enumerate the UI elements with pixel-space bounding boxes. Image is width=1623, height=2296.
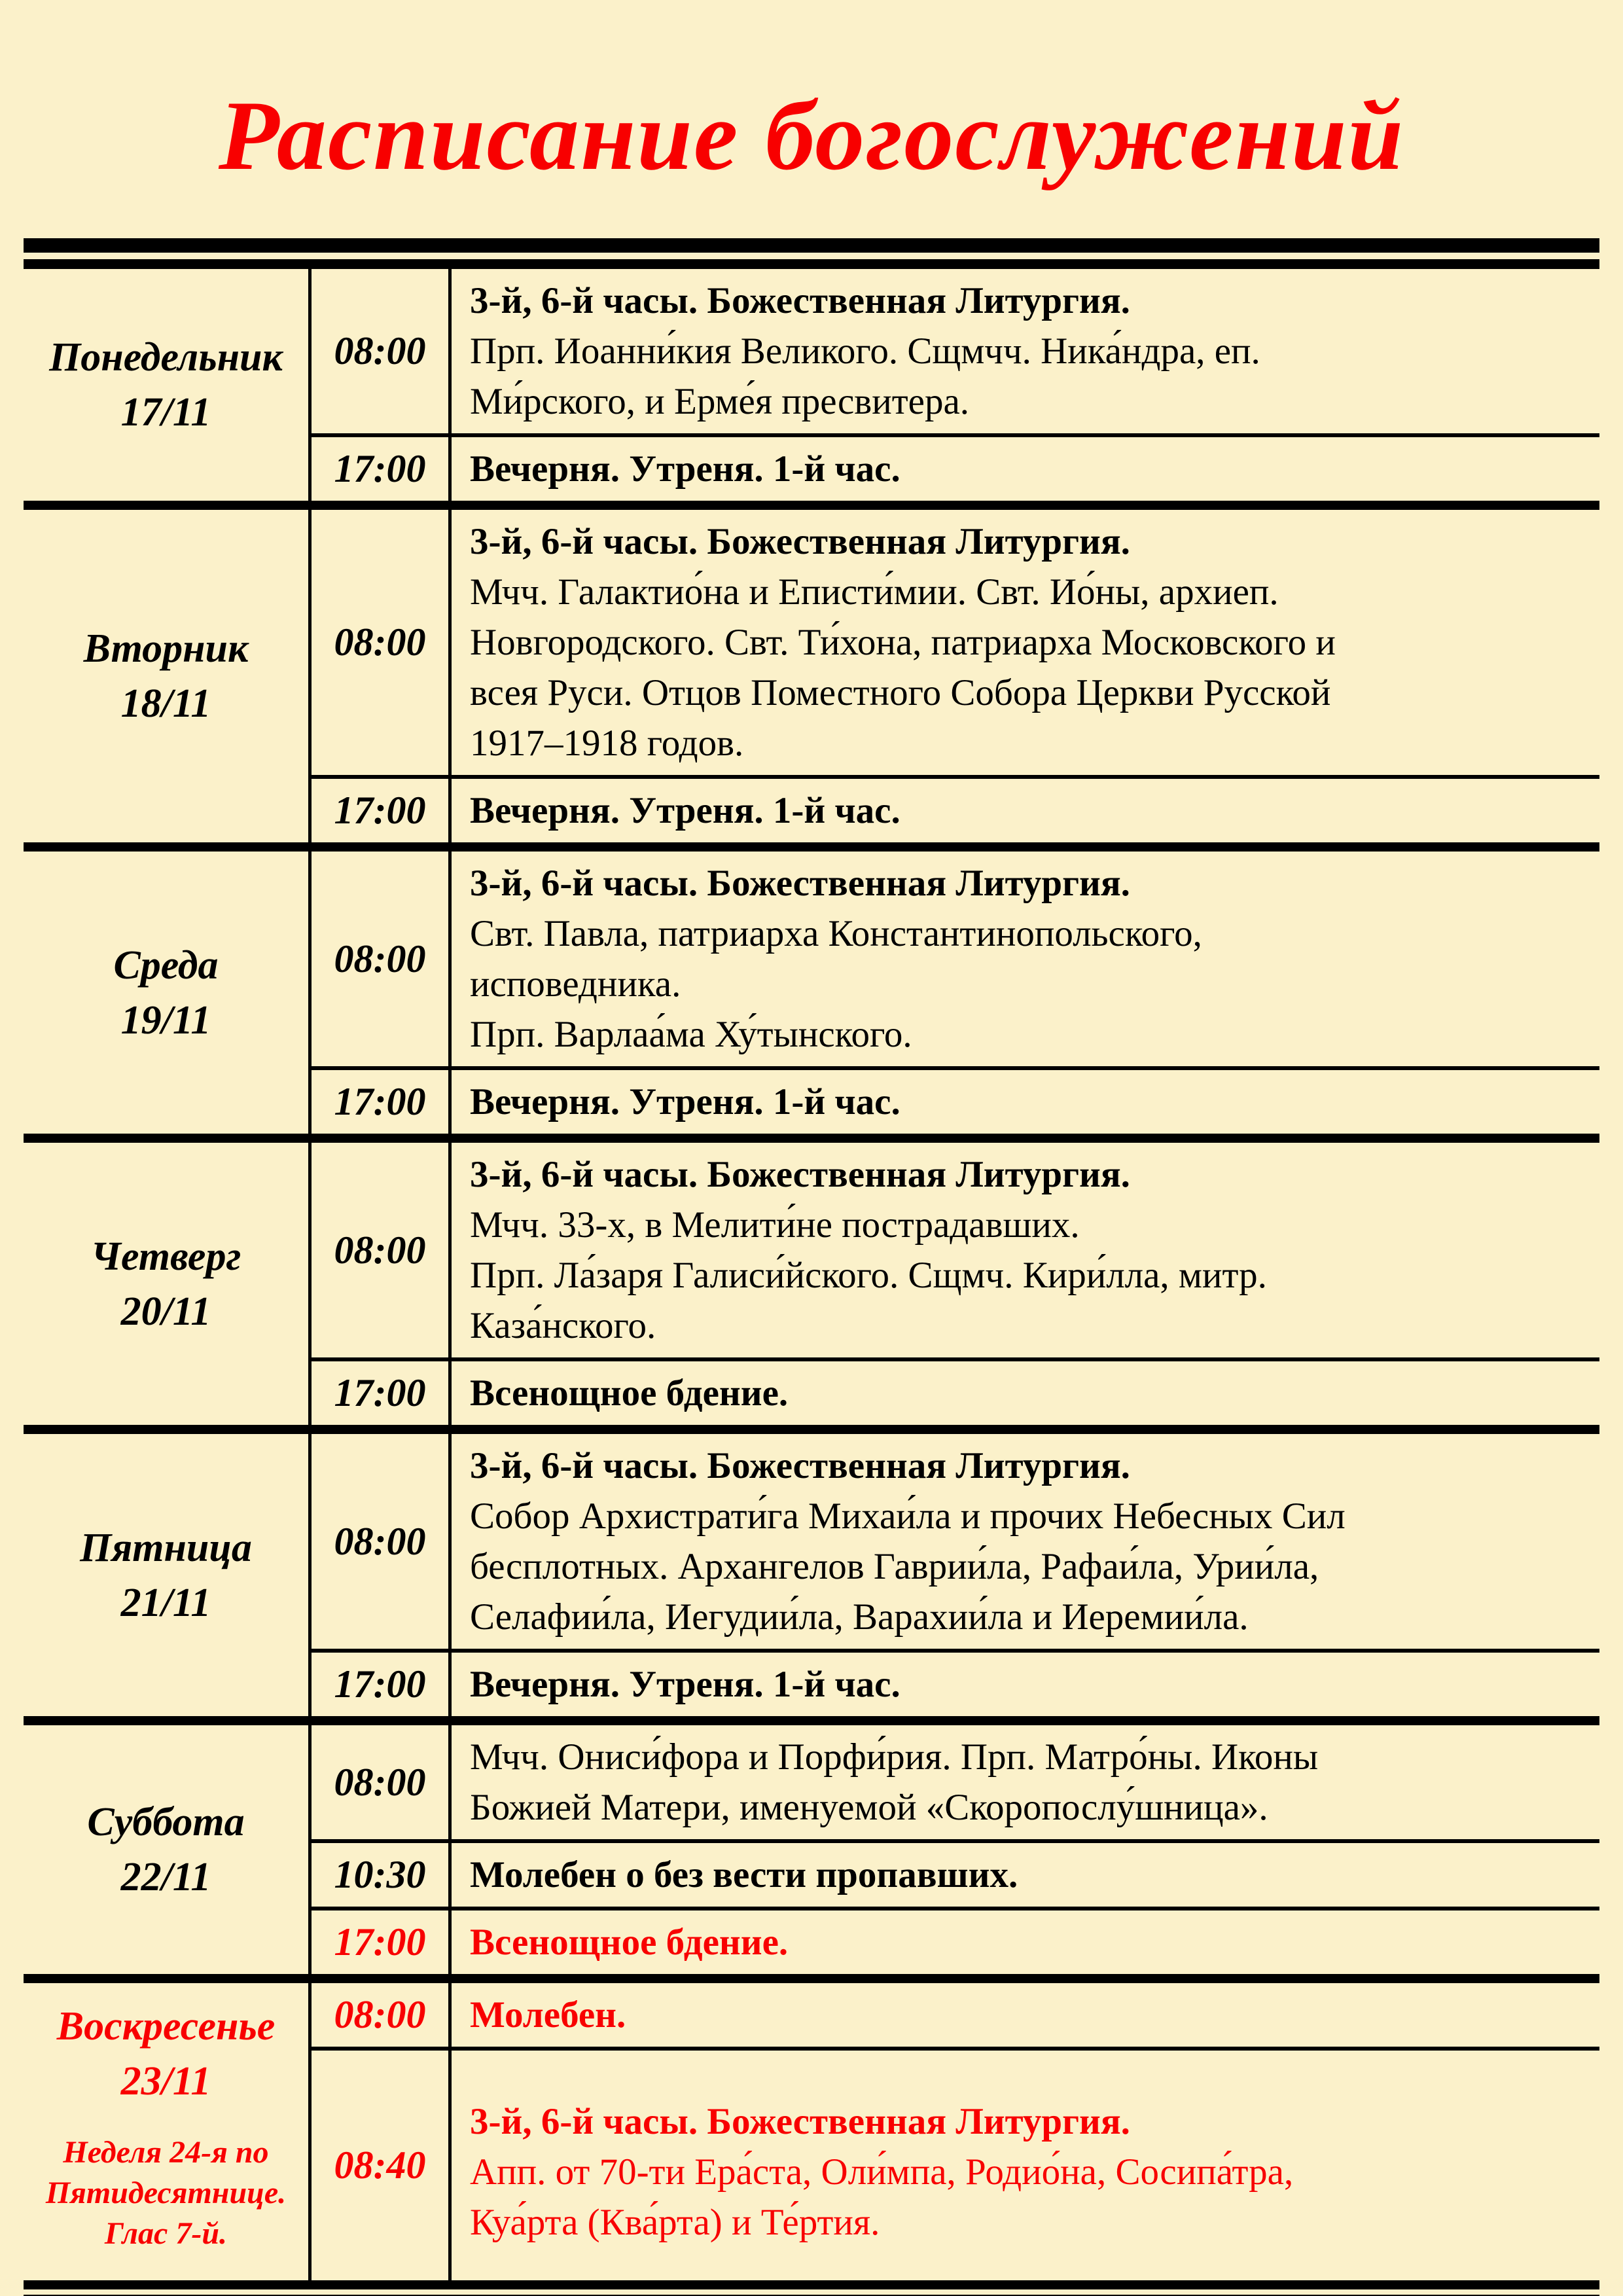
page-title: Расписание богослужений xyxy=(218,81,1405,190)
service-header: 3-й, 6-й часы. Божественная Литургия. xyxy=(470,863,1130,904)
block-separator xyxy=(24,501,1599,510)
day-block-saturday xyxy=(24,1725,1599,1974)
day-cell xyxy=(24,852,312,1134)
day-date: 22/11 xyxy=(120,1855,211,1899)
service-desc xyxy=(452,2047,1599,2280)
service-line: Прп. Варлаа́ма Ху́тынского. xyxy=(470,1014,912,1055)
service-time: 08:00 xyxy=(312,510,452,775)
day-date: 20/11 xyxy=(120,1289,211,1334)
service-desc xyxy=(452,1143,1599,1357)
service-line: 1917–1918 годов. xyxy=(470,723,744,764)
service-time: 08:00 xyxy=(312,269,452,433)
block-separator xyxy=(24,1716,1599,1725)
table-bottom-rule-thin xyxy=(24,2280,1599,2289)
service-desc xyxy=(452,852,1599,1066)
service-time: 08:00 xyxy=(312,1725,452,1839)
service-line: бесплотных. Архангелов Гаврии́ла, Рафаи́ла, Урии́ла, xyxy=(470,1546,1319,1587)
block-separator xyxy=(24,842,1599,852)
service-line: Прп. Иоанни́кия Великого. Сщмчч. Ника́ндра, еп. xyxy=(470,331,1260,372)
day-date: 21/11 xyxy=(120,1580,211,1625)
service-header: 3-й, 6-й часы. Божественная Литургия. xyxy=(470,2101,1130,2142)
block-separator xyxy=(24,1974,1599,1983)
table-top-rule-thick xyxy=(24,238,1599,253)
service-line: Мчч. Ониси́фора и Порфи́рия. Прп. Матро́ны. Иконы xyxy=(470,1736,1319,1778)
day-name: Воскресенье xyxy=(56,2004,276,2049)
service-time: 17:00 xyxy=(312,1066,452,1134)
service-line: Всенощное бдение. xyxy=(470,1372,789,1414)
schedule-page xyxy=(0,79,1623,2296)
block-separator xyxy=(24,1425,1599,1434)
day-date: 17/11 xyxy=(120,390,211,435)
service-desc xyxy=(452,433,1599,501)
service-desc xyxy=(452,1066,1599,1134)
service-line: Каза́нского. xyxy=(470,1305,656,1346)
day-cell xyxy=(24,1725,312,1974)
service-line: Мчч. 33-х, в Мелити́не пострадавших. xyxy=(470,1204,1080,1246)
service-desc xyxy=(452,1725,1599,1839)
service-line: Новгородского. Свт. Ти́хона, патриарха Московского и xyxy=(470,622,1336,663)
day-block-friday xyxy=(24,1434,1599,1716)
service-header: 3-й, 6-й часы. Божественная Литургия. xyxy=(470,1445,1130,1486)
service-line: Мчч. Галактио́на и Еписти́мии. Свт. Ио́ны, архиеп. xyxy=(470,571,1279,613)
day-title-group xyxy=(57,1999,276,2109)
service-line: Собор Архистрати́га Михаи́ла и прочих Небесных Сил xyxy=(470,1496,1346,1537)
service-time: 08:00 xyxy=(312,1983,452,2047)
day-note-line: Неделя 24-я по xyxy=(63,2135,269,2170)
day-block-sunday xyxy=(24,1983,1599,2280)
day-date: 19/11 xyxy=(120,997,211,1043)
service-line: Всенощное бдение. xyxy=(470,1922,789,1963)
service-desc xyxy=(452,1907,1599,1974)
service-desc xyxy=(452,1649,1599,1716)
service-line: Вечерня. Утреня. 1-й час. xyxy=(470,1081,901,1122)
service-time: 08:40 xyxy=(312,2047,452,2280)
service-line: Ми́рского, и Ерме́я пресвитера. xyxy=(470,381,969,422)
service-time: 17:00 xyxy=(312,1649,452,1716)
service-time: 17:00 xyxy=(312,1907,452,1974)
service-time: 08:00 xyxy=(312,852,452,1066)
service-desc xyxy=(452,1983,1599,2047)
day-name: Вторник xyxy=(83,626,249,671)
service-line: Куа́рта (Ква́рта) и Те́ртия. xyxy=(470,2202,880,2243)
service-line: Молебен. xyxy=(470,1994,626,2036)
service-header: 3-й, 6-й часы. Божественная Литургия. xyxy=(470,521,1130,562)
service-time: 17:00 xyxy=(312,433,452,501)
day-cell xyxy=(24,510,312,842)
day-note xyxy=(46,2132,286,2254)
day-cell xyxy=(24,1143,312,1425)
service-line: Апп. от 70-ти Ера́ста, Оли́мпа, Родио́на, Сосипа́тра, xyxy=(470,2151,1294,2193)
day-block-tuesday xyxy=(24,510,1599,842)
service-line: всея Руси. Отцов Поместного Собора Церкви Русской xyxy=(470,672,1331,713)
service-time: 17:00 xyxy=(312,1357,452,1425)
service-time: 10:30 xyxy=(312,1839,452,1907)
service-desc xyxy=(452,775,1599,842)
service-line: Свт. Павла, патриарха Константинопольского, xyxy=(470,913,1202,954)
service-line: Вечерня. Утреня. 1-й час. xyxy=(470,1664,901,1705)
service-line: Прп. Ла́заря Галиси́йского. Сщмч. Кири́лла, митр. xyxy=(470,1255,1267,1296)
service-header: 3-й, 6-й часы. Божественная Литургия. xyxy=(470,1154,1130,1195)
day-cell xyxy=(24,1983,312,2280)
service-desc xyxy=(452,1839,1599,1907)
service-header: 3-й, 6-й часы. Божественная Литургия. xyxy=(470,280,1130,321)
day-name: Среда xyxy=(113,942,219,988)
day-cell xyxy=(24,269,312,501)
service-desc xyxy=(452,510,1599,775)
day-name: Суббота xyxy=(87,1800,245,1844)
block-separator xyxy=(24,1134,1599,1143)
schedule-table xyxy=(24,238,1599,2296)
day-block-thursday xyxy=(24,1143,1599,1425)
day-cell xyxy=(24,1434,312,1716)
service-desc xyxy=(452,1434,1599,1649)
day-name: Понедельник xyxy=(49,335,283,380)
service-line: Молебен о без вести пропавших. xyxy=(470,1854,1018,1895)
service-line: Селафии́ла, Иегудии́ла, Варахии́ла и Иеремии́ла. xyxy=(470,1596,1249,1638)
service-line: Вечерня. Утреня. 1-й час. xyxy=(470,790,901,831)
day-date: 23/11 xyxy=(120,2059,211,2104)
service-line: Божией Матери, именуемой «Скоропослу́шница». xyxy=(470,1787,1268,1828)
day-block-wednesday xyxy=(24,852,1599,1134)
day-note-line: Глас 7-й. xyxy=(104,2216,228,2251)
day-name: Четверг xyxy=(90,1234,241,1279)
table-top-rule-thin xyxy=(24,259,1599,269)
day-block-monday xyxy=(24,269,1599,501)
service-time: 17:00 xyxy=(312,775,452,842)
service-desc xyxy=(452,1357,1599,1425)
day-name: Пятница xyxy=(80,1525,252,1570)
day-date: 18/11 xyxy=(120,681,211,726)
service-line: исповедника. xyxy=(470,963,681,1005)
service-desc xyxy=(452,269,1599,433)
service-time: 08:00 xyxy=(312,1143,452,1357)
service-line: Вечерня. Утреня. 1-й час. xyxy=(470,448,901,490)
day-note-line: Пятидесятнице. xyxy=(45,2176,287,2210)
service-time: 08:00 xyxy=(312,1434,452,1649)
